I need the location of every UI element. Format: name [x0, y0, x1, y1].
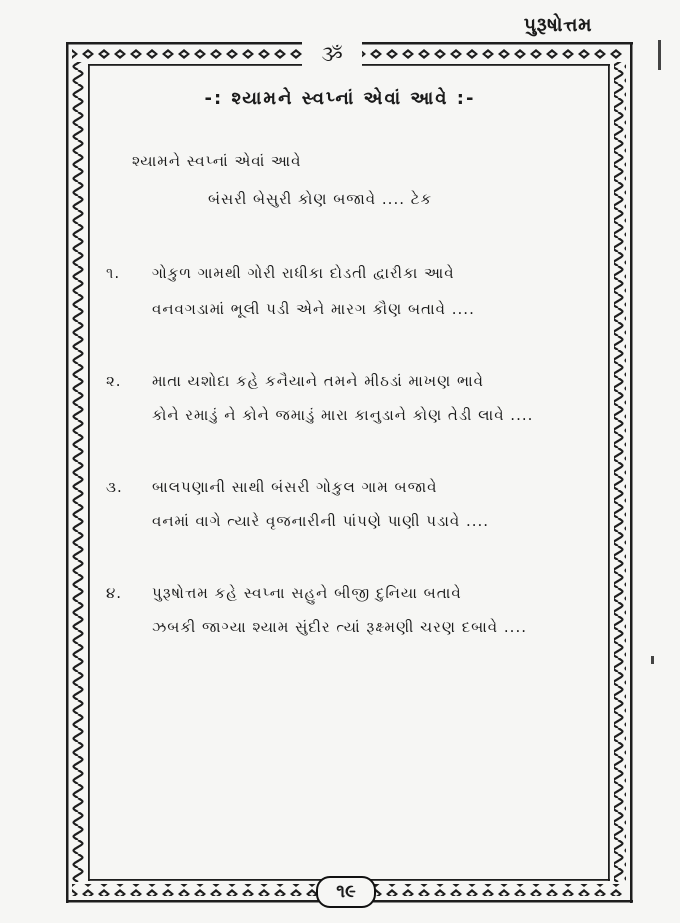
om-symbol: ૐ — [302, 40, 362, 70]
verse-4-line-2: ઝબકી જાગ્યા શ્યામ સુંદીર ત્યાં રૂક્ષ્મણી ચરણ દબાવે .... — [152, 618, 527, 636]
running-head: પુરૂષોત્તમ — [523, 14, 592, 36]
verse-3-number: ૩. — [106, 478, 123, 496]
verse-4-number: ૪. — [106, 584, 123, 602]
song-title: -: શ્યામને સ્વપ્નાં એવાં આવે :- — [204, 88, 476, 109]
verse-1-number: ૧. — [106, 264, 121, 282]
verse-4-line-1: પુરૂષોત્તમ કહે સ્વપ્ના સહુને બીજી દુનિયા બતાવે — [152, 584, 462, 602]
page-number: ૧૯ — [316, 876, 376, 908]
verse-1-line-1: ગોકુળ ગામથી ગોરી રાધીકા દોડતી દ્વારીકા આવે — [152, 264, 455, 282]
refrain-line-1: શ્યામને સ્વપ્નાં એવાં આવે — [132, 152, 302, 170]
verse-1-line-2: વનવગડામાં ભૂલી પડી એને મારગ કૌણ બતાવે .... — [152, 300, 475, 318]
verse-2-line-1: માતા યશોદા કહે કનૈયાને તમને મીઠડાં માખણ ભાવે — [152, 372, 485, 390]
verse-2-number: ૨. — [106, 372, 122, 390]
verse-3-line-2: વનમાં વાગે ત્યારે વૃજનારીની પાંપણે પાણી પડાવે .... — [152, 512, 490, 530]
refrain-line-2: બંસરી બેસુરી કોણ બજાવે .... ટેક — [208, 190, 433, 208]
verse-3-line-1: બાલપણાની સાથી બંસરી ગોકુલ ગામ બજાવે — [152, 478, 438, 496]
verse-2-line-2: કોને રમાડું ને કોને જમાડું મારા કાનુડાને કોણ તેડી લાવે .... — [152, 406, 534, 424]
